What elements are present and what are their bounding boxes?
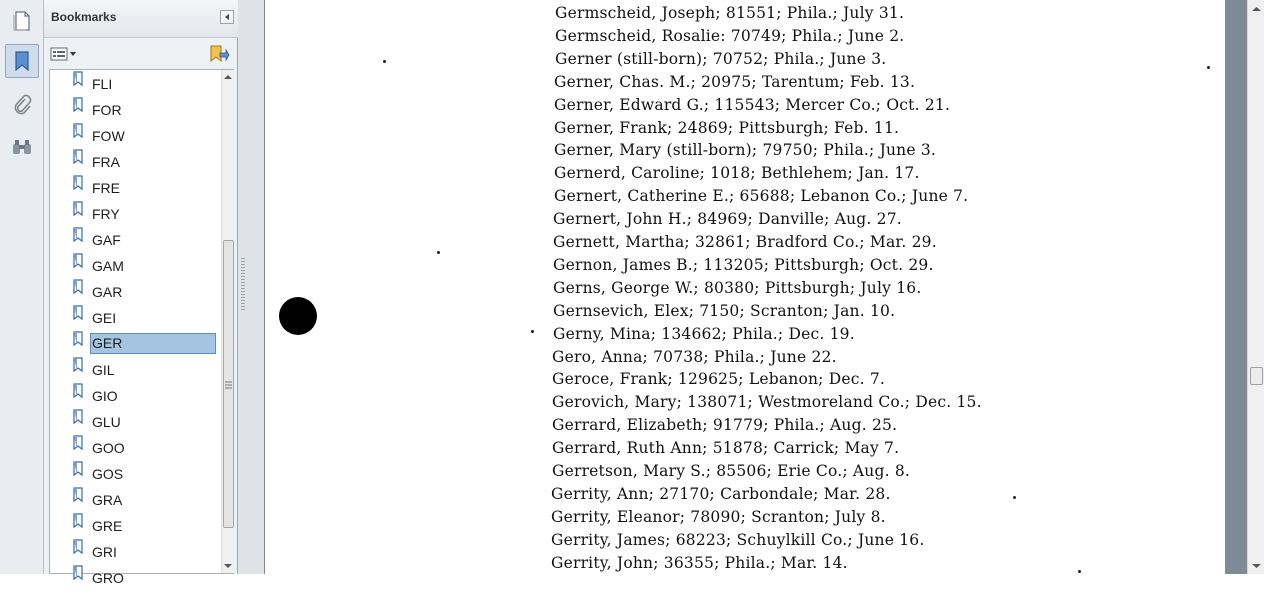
bookmark-item[interactable] — [50, 96, 218, 122]
bookmark-icon — [72, 279, 84, 295]
document-entry: Gerrard, Ruth Ann; 51878; Carrick; May 7. — [552, 439, 900, 458]
speck — [1013, 496, 1016, 499]
bookmark-item[interactable] — [50, 486, 218, 512]
collapse-panel-icon[interactable] — [220, 10, 234, 24]
bookmark-item[interactable] — [50, 356, 218, 382]
document-entry: Gero, Anna; 70738; Phila.; June 22. — [552, 347, 837, 366]
bookmark-icon — [72, 331, 84, 347]
bookmark-label: GLU — [92, 414, 121, 430]
bookmark-icon — [72, 513, 84, 529]
bookmarks-panel — [44, 0, 238, 586]
bookmark-icon — [72, 539, 84, 555]
bookmark-label: GIL — [92, 362, 115, 378]
bookmark-label: GIO — [92, 388, 118, 404]
speck — [531, 330, 534, 333]
bookmark-item[interactable] — [50, 460, 218, 486]
pages-icon[interactable] — [5, 4, 39, 38]
speck — [437, 251, 440, 254]
document-entry: Gerny, Mina; 134662; Phila.; Dec. 19. — [553, 324, 855, 343]
speck — [1078, 570, 1081, 573]
bookmark-icon — [72, 175, 84, 191]
document-entry: Gerner, Mary (still-born); 79750; Phila.; June 3. — [554, 141, 937, 160]
bookmark-label: GAR — [92, 284, 123, 300]
bookmark-item[interactable] — [50, 304, 218, 330]
attachments-icon[interactable] — [5, 88, 39, 122]
bookmark-label: FRA — [92, 154, 120, 170]
bookmark-item[interactable] — [50, 382, 218, 408]
scroll-up-arrow-icon[interactable] — [222, 70, 234, 84]
panel-toolbar — [44, 39, 238, 69]
scroll-up-arrow-icon[interactable] — [1248, 0, 1265, 17]
panel-splitter[interactable] — [238, 0, 265, 574]
document-entry: Gerrity, John; 36355; Phila.; Mar. 14. — [551, 553, 848, 572]
bookmark-label: FRY — [92, 206, 120, 222]
bookmark-icon — [72, 201, 84, 217]
scroll-down-arrow-icon[interactable] — [1248, 557, 1265, 574]
bookmark-item[interactable] — [50, 200, 218, 226]
bookmark-label: FRE — [92, 180, 120, 196]
bookmark-icon — [72, 565, 84, 581]
scroll-down-arrow-icon[interactable] — [222, 559, 234, 573]
bookmark-list — [49, 69, 234, 586]
document-entry: Germscheid, Joseph; 81551; Phila.; July 31. — [555, 4, 905, 22]
document-entry: Gerrity, Ann; 27170; Carbondale; Mar. 28. — [551, 484, 891, 503]
bookmark-item[interactable] — [50, 538, 218, 564]
document-scroll-thumb[interactable] — [1250, 367, 1263, 385]
bookmark-scrollbar[interactable] — [221, 70, 234, 573]
bookmark-item[interactable] — [50, 408, 218, 434]
bookmark-icon — [72, 71, 84, 87]
search-icon[interactable] — [5, 130, 39, 164]
bookmark-icon — [72, 409, 84, 425]
bookmark-icon — [72, 357, 84, 373]
bookmark-item[interactable] — [50, 252, 218, 278]
document-entry: Gerrity, Eleanor; 78090; Scranton; July 8. — [551, 507, 886, 526]
document-entry: Gerner, Edward G.; 115543; Mercer Co.; Oct. 21. — [554, 95, 951, 114]
document-entry: Gernett, Martha; 32861; Bradford Co.; Mar. 29. — [553, 233, 937, 251]
bookmark-item[interactable] — [50, 148, 218, 174]
document-page — [265, 0, 1225, 574]
bookmark-label: GRO — [92, 570, 124, 586]
bookmark-label: FOR — [92, 102, 122, 118]
document-gutter — [1225, 0, 1247, 574]
bookmark-icon — [72, 487, 84, 503]
bookmark-label: GOS — [92, 466, 124, 482]
bookmark-icon — [72, 383, 84, 399]
bookmark-item[interactable] — [50, 512, 218, 538]
document-entry: Gerrard, Elizabeth; 91779; Phila.; Aug. 25. — [552, 416, 898, 435]
panel-title: Bookmarks — [51, 10, 117, 24]
bookmark-item[interactable] — [50, 564, 218, 590]
bookmark-label: GER — [90, 333, 216, 354]
ink-blot — [279, 297, 317, 335]
document-entry: Gerns, George W.; 80380; Pittsburgh; July 16. — [553, 278, 922, 297]
bookmark-icon — [72, 97, 84, 113]
splitter-grip[interactable] — [241, 258, 245, 310]
bookmark-label: GRA — [92, 492, 123, 508]
speck — [383, 60, 386, 63]
document-entry: Gerrity, James; 68223; Schuylkill Co.; June 16. — [551, 530, 925, 549]
document-scrollbar[interactable] — [1247, 0, 1264, 574]
document-entry: Gernert, John H.; 84969; Danville; Aug. 27. — [553, 210, 902, 229]
bookmark-label: GAF — [92, 232, 121, 248]
bookmarks-icon[interactable] — [5, 44, 39, 78]
bookmark-scroll-thumb[interactable] — [223, 240, 234, 528]
options-menu-icon[interactable] — [50, 45, 78, 63]
document-entry: Gerretson, Mary S.; 85506; Erie Co.; Aug. 8. — [552, 462, 911, 480]
bookmark-icon — [72, 305, 84, 321]
document-entry: Gerner, Chas. M.; 20975; Tarentum; Feb. 13. — [554, 72, 916, 91]
bookmark-icon — [72, 123, 84, 139]
bookmark-icon — [72, 435, 84, 451]
bookmark-label: GEI — [92, 310, 117, 326]
document-entry: Gerner (still-born); 70752; Phila.; June 3. — [555, 49, 887, 68]
bookmark-icon — [72, 227, 84, 243]
bookmark-item[interactable] — [50, 278, 218, 304]
document-entry: Geroce, Frank; 129625; Lebanon; Dec. 7. — [552, 370, 886, 389]
panel-header — [44, 0, 238, 38]
document-entry: Gerner, Frank; 24869; Pittsburgh; Feb. 11. — [554, 118, 900, 137]
bookmark-icon — [72, 461, 84, 477]
document-entry: Gernsevich, Elex; 7150; Scranton; Jan. 10. — [553, 301, 896, 320]
bookmark-label: GRI — [92, 544, 117, 560]
bookmark-label: FOW — [92, 128, 125, 144]
bookmark-item[interactable] — [50, 226, 218, 252]
bookmark-icon — [72, 149, 84, 165]
document-entry: Gernert, Catherine E.; 65688; Lebanon Co.; June 7. — [554, 187, 969, 206]
new-bookmark-icon[interactable] — [208, 44, 230, 64]
document-entry: Gernon, James B.; 113205; Pittsburgh; Oct. 29. — [553, 255, 934, 274]
bookmark-label: GRE — [92, 518, 123, 534]
bookmark-icon — [72, 253, 84, 269]
bookmark-item[interactable] — [50, 174, 218, 200]
bookmark-item[interactable] — [50, 434, 218, 460]
document-entry: Gernerd, Caroline; 1018; Bethlehem; Jan. 17. — [554, 164, 920, 183]
bookmark-item[interactable] — [50, 70, 218, 96]
document-entry: Germscheid, Rosalie: 70749; Phila.; June 2. — [555, 26, 905, 45]
bookmark-label: GAM — [92, 258, 124, 274]
document-entry: Gerovich, Mary; 138071; Westmoreland Co.; Dec. 15. — [552, 393, 982, 412]
bookmark-item[interactable] — [50, 122, 218, 148]
navigation-rail — [0, 0, 44, 574]
speck — [1207, 66, 1210, 69]
bookmark-label: FLI — [92, 76, 113, 92]
bookmark-item[interactable] — [50, 330, 218, 356]
bookmark-label: GOO — [92, 440, 125, 456]
